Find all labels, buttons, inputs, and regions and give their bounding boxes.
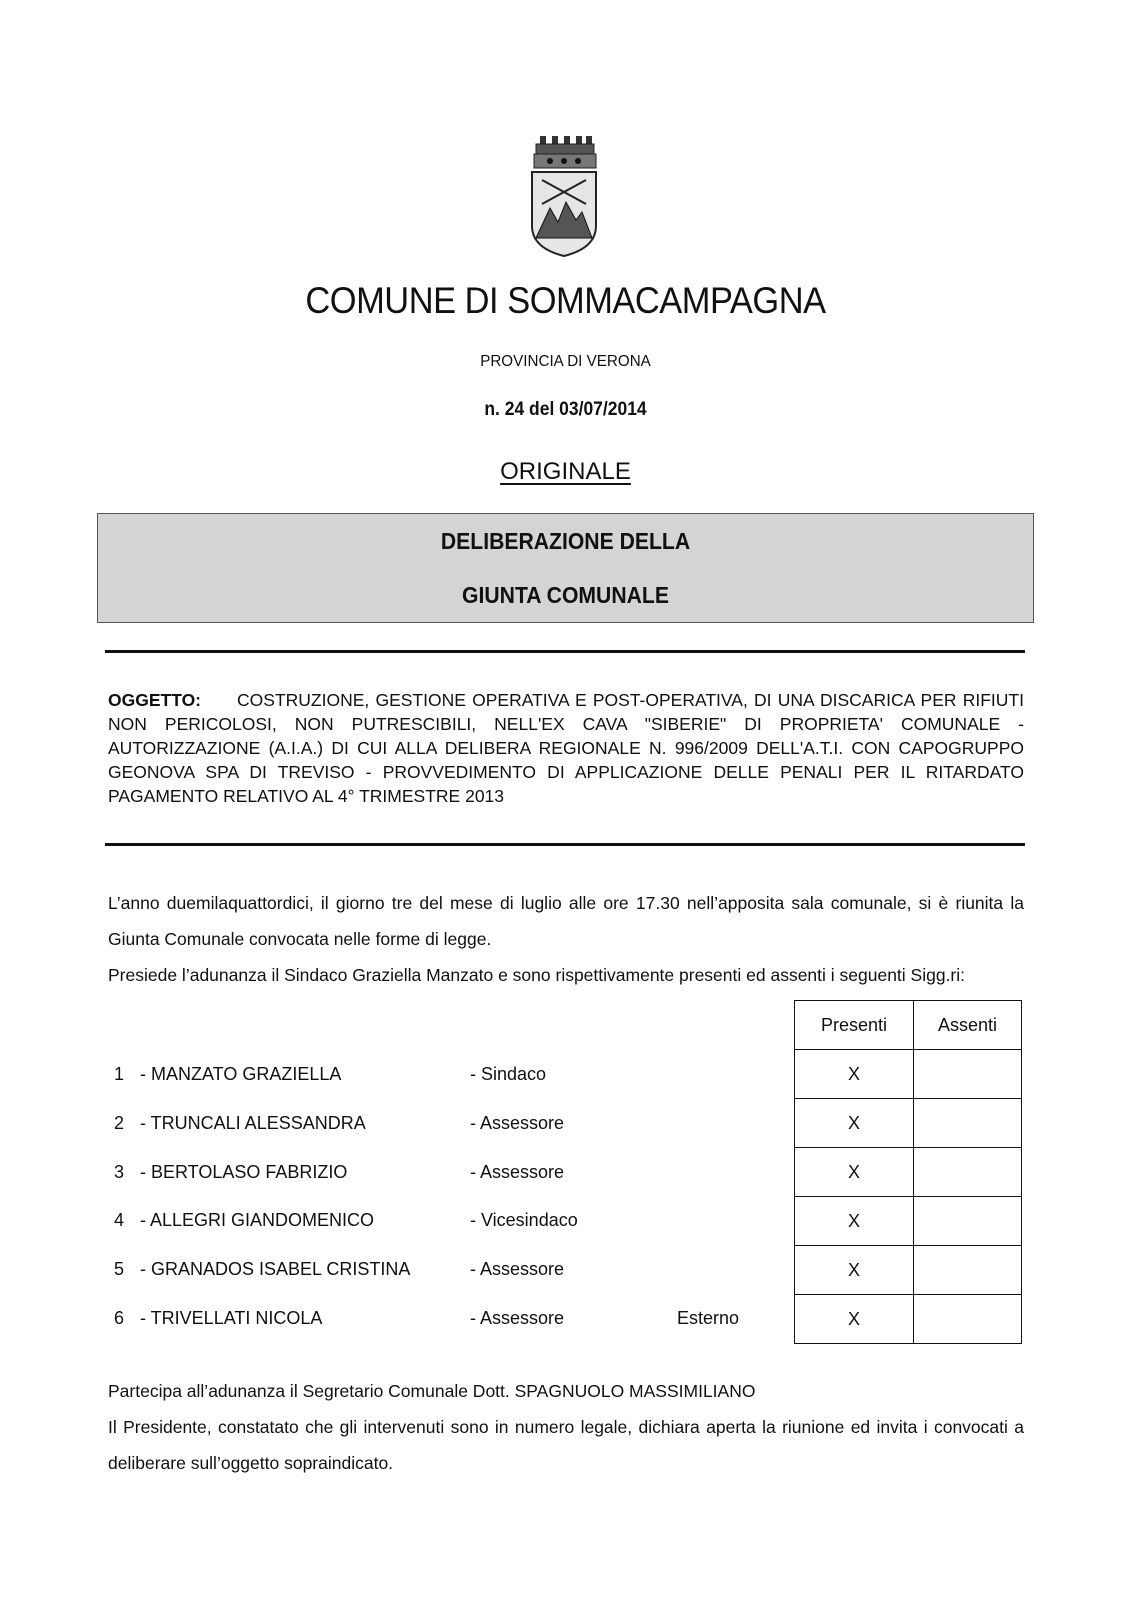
- absent-cell: [914, 1099, 1022, 1148]
- present-cell: X: [795, 1148, 914, 1197]
- absent-cell: [914, 1295, 1022, 1344]
- heading-line-2: GIUNTA COMUNALE: [462, 582, 669, 608]
- member-name: - TRUNCALI ALESSANDRA: [140, 1113, 366, 1133]
- member-role: - Assessore: [470, 1259, 565, 1279]
- divider-bottom: [105, 843, 1025, 846]
- member-role: - Assessore: [470, 1308, 565, 1328]
- document-status: [0, 458, 1131, 486]
- closing-line-3: deliberare sull’oggetto sopraindicato.: [108, 1453, 394, 1473]
- col-present-header: Presenti: [795, 1001, 914, 1050]
- member-role: - Vicesindaco: [470, 1210, 578, 1230]
- heading-line-1: DELIBERAZIONE DELLA: [440, 528, 691, 554]
- absent-cell: [914, 1197, 1022, 1246]
- subject-label: OGGETTO:: [108, 690, 202, 710]
- member-note: Esterno: [677, 1308, 740, 1328]
- member-name: - TRIVELLATI NICOLA: [140, 1308, 323, 1328]
- member-number: 6: [114, 1308, 125, 1328]
- absent-cell: [914, 1050, 1022, 1099]
- present-cell: X: [795, 1246, 914, 1295]
- heading-box: [97, 513, 1034, 623]
- document-status-label: ORIGINALE: [500, 458, 631, 485]
- present-cell: X: [795, 1295, 914, 1344]
- member-role: - Assessore: [470, 1162, 565, 1182]
- intro-line-1-text: L’anno duemilaquattordici, il giorno tre del mese di luglio alle ore 17.30 nell’apposita sala comunale, si è riunita la: [108, 893, 1024, 913]
- present-cell: X: [795, 1099, 914, 1148]
- closing-line-1: Partecipa all’adunanza il Segretario Comunale Dott. SPAGNUOLO MASSIMILIANO: [108, 1381, 756, 1401]
- member-name: - BERTOLASO FABRIZIO: [140, 1162, 348, 1182]
- member-number: 4: [114, 1210, 125, 1230]
- present-cell: X: [795, 1050, 914, 1099]
- member-name: - MANZATO GRAZIELLA: [140, 1064, 342, 1084]
- municipality-title: COMUNE DI SOMMACAMPAGNA: [305, 280, 826, 321]
- intro-line-1: [108, 893, 1024, 914]
- municipal-crest: [528, 134, 600, 260]
- attendance-table: [794, 1000, 1022, 1344]
- deliberation-number: n. 24 del 03/07/2014: [484, 399, 647, 420]
- subject-text: COSTRUZIONE, GESTIONE OPERATIVA E POST-OPERATIVA, DI UNA DISCARICA PER RIFIUTI NON PERICOLOSI, NON PUTRESCIBILI, NELL'EX CAVA "SIBERIE" DI PROPRIETA' COMUNALE - AUTORIZZAZIONE (A.I.A.) DI CUI ALLA DELIBERA REGIONALE N. 996/2009 DELL'A.T.I. CON CAPOGRUPPO GEONOVA SPA DI TREVISO - PROVVEDIMENTO DI APPLICAZIONE DELLE PENALI PER IL RITARDATO PAGAMENTO RELATIVO AL 4° TRIMESTRE 2013: [108, 690, 1024, 806]
- absent-cell: [914, 1246, 1022, 1295]
- province: PROVINCIA DI VERONA: [480, 353, 651, 370]
- member-role: - Assessore: [470, 1113, 565, 1133]
- closing-line-2-text: Il Presidente, constatato che gli intervenuti sono in numero legale, dichiara aperta la riunione ed invita i convocati a: [108, 1417, 1024, 1437]
- closing-line-2: [108, 1417, 1024, 1438]
- member-number: 1: [114, 1064, 125, 1084]
- member-name: - GRANADOS ISABEL CRISTINA: [140, 1259, 411, 1279]
- member-name: - ALLEGRI GIANDOMENICO: [140, 1210, 375, 1230]
- member-role: - Sindaco: [470, 1064, 547, 1084]
- intro-line-3: Presiede l’adunanza il Sindaco Graziella Manzato e sono rispettivamente presenti ed assenti i seguenti Sigg.ri:: [108, 965, 966, 985]
- present-cell: X: [795, 1197, 914, 1246]
- absent-cell: [914, 1148, 1022, 1197]
- member-number: 3: [114, 1162, 125, 1182]
- member-number: 5: [114, 1259, 125, 1279]
- col-absent-header: Assenti: [914, 1001, 1022, 1050]
- member-number: 2: [114, 1113, 125, 1133]
- divider-top: [105, 650, 1025, 653]
- intro-line-2: Giunta Comunale convocata nelle forme di legge.: [108, 929, 492, 949]
- subject: [108, 688, 1024, 808]
